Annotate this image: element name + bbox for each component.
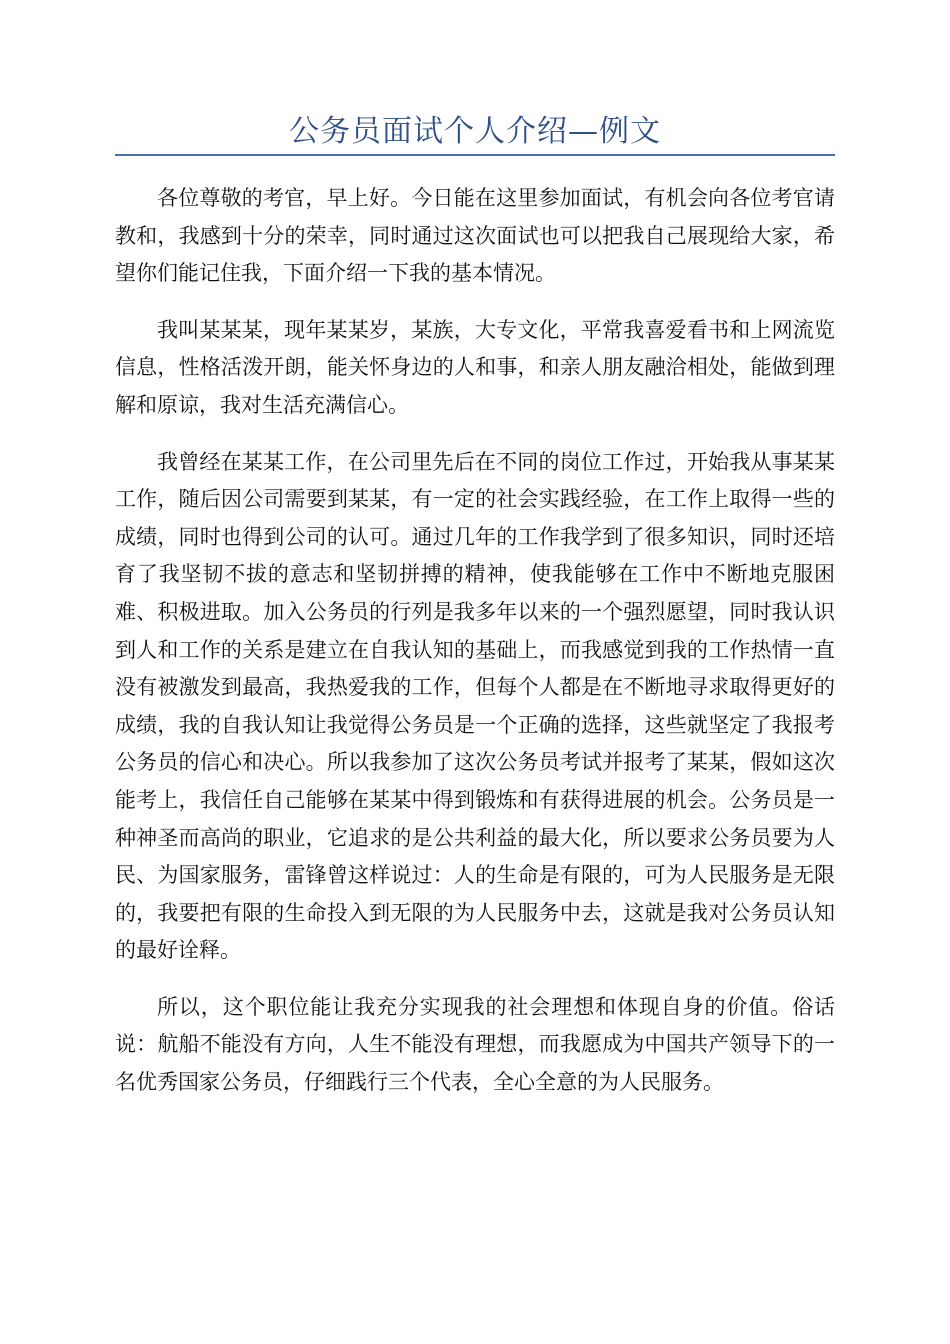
paragraph-greeting: 各位尊敬的考官，早上好。今日能在这里参加面试，有机会向各位考官请教和，我感到十分的荣幸，同时通过这次面试也可以把我自己展现给大家，希望你们能记住我，下面介绍一下我的基本情况。 bbox=[115, 186, 835, 286]
document-body bbox=[115, 180, 835, 1121]
page-title: 公务员面试个人介绍—例文 bbox=[289, 114, 661, 149]
title-block bbox=[115, 112, 835, 156]
paragraph-conclusion: 所以，这个职位能让我充分实现我的社会理想和体现自身的价值。俗话说：航船不能没有方向，人生不能没有理想，而我愿成为中国共产领导下的一名优秀国家公务员，仔细践行三个代表，全心全意的为人民服务。 bbox=[115, 994, 835, 1095]
paragraph-work-experience: 我曾经在某某工作，在公司里先后在不同的岗位工作过，开始我从事某某工作，随后因公司需要到某某，有一定的社会实践经验，在工作上取得一些的成绩，同时也得到公司的认可。通过几年的工作我学到了很多知识，同时还培育了我坚韧不拔的意志和坚韧拼搏的精神，使我能够在工作中不断地克服困难、积极进取。加入公务员的行列是我多年以来的一个强烈愿望，同时我认识到人和工作的关系是建立在自我认知的基础上，而我感觉到我的工作热情一直没有被激发到最高，我热爱我的工作，但每个人都是在不断地寻求取得更好的成绩，我的自我认知让我觉得公务员是一个正确的选择，这些就坚定了我报考公务员的信心和决心。所以我参加了这次公务员考试并报考了某某，假如这次能考上，我信任自己能够在某某中得到锻炼和有获得进展的机会。公务员是一种神圣而高尚的职业，它追求的是公共利益的最大化，所以要求公务员要为人民、为国家服务，雷锋曾这样说过：人的生命是有限的，可为人民服务是无限的，我要把有限的生命投入到无限的为人民服务中去，这就是我对公务员认知的最好诠释。 bbox=[115, 449, 835, 963]
title-underline bbox=[115, 154, 835, 156]
paragraph-basic-info: 我叫某某某，现年某某岁，某族，大专文化，平常我喜爱看书和上网流览信息，性格活泼开朗，能关怀身边的人和事，和亲人朋友融洽相处，能做到理解和原谅，我对生活充满信心。 bbox=[115, 317, 835, 417]
